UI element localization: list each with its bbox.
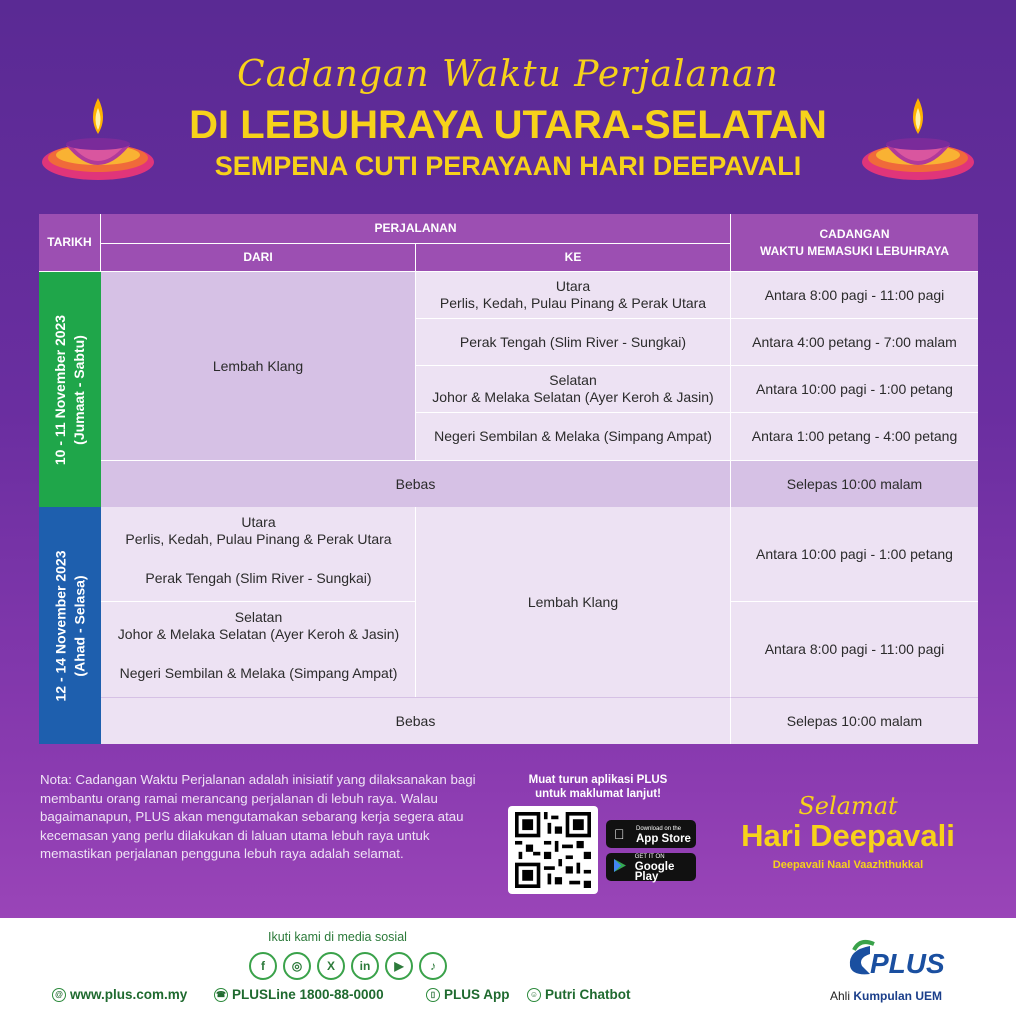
app-title-line2: untuk maklumat lanjut! bbox=[535, 788, 661, 800]
uem-text bbox=[830, 989, 942, 1003]
period1-date: 10 - 11 November 2023 bbox=[52, 314, 68, 465]
greeting bbox=[728, 793, 968, 871]
period1-to-line2: Perlis, Kedah, Pulau Pinang & Perak Utara bbox=[439, 295, 707, 311]
plus-app-link[interactable] bbox=[426, 987, 510, 1002]
chatbot-text: Putri Chatbot bbox=[545, 987, 631, 1002]
app-title-line1: Muat turun aplikasi PLUS bbox=[528, 774, 668, 786]
greeting-main: Hari Deepavali bbox=[741, 818, 955, 853]
period2-date-cell bbox=[39, 507, 101, 744]
period2-from-line2: Johor & Melaka Selatan (Ayer Keroh & Jasin) bbox=[117, 626, 400, 642]
period2-from-row bbox=[101, 602, 416, 650]
plus-app-text: PLUS App bbox=[444, 987, 510, 1002]
plusline-text: PLUSLine 1800-88-0000 bbox=[232, 987, 384, 1002]
linkedin-icon[interactable]: in bbox=[351, 952, 379, 980]
diya-lamp-icon bbox=[858, 90, 978, 185]
qr-code[interactable] bbox=[508, 806, 598, 894]
app-download-title bbox=[503, 773, 693, 801]
period1-days: (Jumaat - Sabtu) bbox=[71, 334, 87, 445]
script-title: Cadangan Waktu Perjalanan bbox=[237, 54, 779, 95]
schedule-table bbox=[39, 214, 978, 744]
gplay-small-text: GET IT ON bbox=[634, 854, 665, 860]
footer bbox=[0, 918, 1016, 1024]
period2-days: (Ahad - Selasa) bbox=[71, 574, 88, 677]
follow-text: Ikuti kami di media sosial bbox=[268, 930, 407, 944]
period2-time-b: Antara 8:00 pagi - 11:00 pagi bbox=[731, 602, 978, 697]
period2-from-row bbox=[101, 650, 416, 697]
period2-free-label: Bebas bbox=[101, 697, 731, 744]
google-play-button[interactable] bbox=[606, 853, 696, 881]
appstore-big-text: App Store bbox=[636, 833, 691, 845]
period2-to: Lembah Klang bbox=[416, 507, 731, 697]
greeting-sub: Deepavali Naal Vaazhthukkal bbox=[772, 859, 924, 871]
sub-title: SEMPENA CUTI PERAYAAN HARI DEEPAVALI bbox=[214, 151, 802, 181]
period1-to-line1: Selatan bbox=[549, 372, 597, 388]
period1-free-time: Selepas 10:00 malam bbox=[731, 460, 978, 507]
chatbot-link[interactable] bbox=[527, 987, 631, 1002]
uem-prefix: Ahli bbox=[830, 989, 854, 1003]
uem-bold: Kumpulan UEM bbox=[853, 989, 943, 1003]
appstore-small-text: Download on the bbox=[636, 826, 682, 832]
website-text: www.plus.com.my bbox=[70, 987, 188, 1002]
qr-code-icon bbox=[514, 812, 592, 888]
period1-to-line1: Perak Tengah (Slim River - Sungkai) bbox=[459, 333, 687, 350]
period2-from-row bbox=[101, 507, 416, 555]
plusline-link[interactable] bbox=[214, 987, 384, 1002]
app-store-button[interactable] bbox=[606, 820, 696, 848]
period1-from: Lembah Klang bbox=[101, 272, 416, 460]
google-play-icon bbox=[614, 859, 629, 875]
note-text: Nota: Cadangan Waktu Perjalanan adalah inisiatif yang dilaksanakan bagi membantu orang ramai merancang perjalanan di lebuh raya. Walau bagaimanapun, PLUS akan mengutamakan sebarang kerja segera atau kecemasan yang perlu dilakukan di laluan utama lebuh raya untuk memastikan perjalanan pengguna lebuh raya adalah selamat. bbox=[40, 772, 476, 862]
youtube-icon[interactable]: ▶ bbox=[385, 952, 413, 980]
gplay-big-text: Google Play bbox=[634, 861, 675, 883]
header-ke: KE bbox=[416, 244, 731, 272]
period1-free-label: Bebas bbox=[101, 460, 731, 507]
main-title: DI LEBUHRAYA UTARA-SELATAN bbox=[189, 103, 827, 147]
chatbot-avatar-icon: ☺ bbox=[527, 988, 541, 1002]
tiktok-icon[interactable]: ♪ bbox=[419, 952, 447, 980]
period1-to-row bbox=[416, 413, 731, 460]
header-cadangan-line1: CADANGAN bbox=[819, 226, 890, 241]
header-perjalanan: PERJALANAN bbox=[101, 214, 731, 244]
period2-from-line2: Perlis, Kedah, Pulau Pinang & Perak Utara bbox=[125, 531, 392, 547]
diya-lamp-icon bbox=[38, 90, 158, 185]
facebook-icon[interactable]: f bbox=[249, 952, 277, 980]
header-tarikh: TARIKH bbox=[39, 214, 101, 272]
period2-from-row bbox=[101, 555, 416, 602]
apple-icon bbox=[614, 826, 630, 842]
period1-to-line1: Negeri Sembilan & Melaka (Simpang Ampat) bbox=[434, 428, 712, 444]
greeting-script: Selamat bbox=[798, 792, 898, 820]
globe-icon: @ bbox=[52, 988, 66, 1002]
header-dari: DARI bbox=[101, 244, 416, 272]
period2-from-line1: Selatan bbox=[234, 609, 283, 625]
period1-time: Antara 10:00 pagi - 1:00 petang bbox=[731, 366, 978, 413]
x-icon[interactable]: X bbox=[317, 952, 345, 980]
period2-time-a: Antara 10:00 pagi - 1:00 petang bbox=[731, 507, 978, 602]
period1-to-row bbox=[416, 319, 731, 366]
instagram-icon[interactable]: ◎ bbox=[283, 952, 311, 980]
period2-free-time: Selepas 10:00 malam bbox=[731, 697, 978, 744]
period1-to-row bbox=[416, 272, 731, 319]
period2-from-line1: Utara bbox=[241, 514, 276, 530]
header-cadangan bbox=[731, 214, 978, 272]
period1-time: Antara 8:00 pagi - 11:00 pagi bbox=[731, 272, 978, 319]
period1-time: Antara 1:00 petang - 4:00 petang bbox=[731, 413, 978, 460]
period2-from-line1: Perak Tengah (Slim River - Sungkai) bbox=[145, 569, 372, 586]
period1-to-line2: Johor & Melaka Selatan (Ayer Keroh & Jasin) bbox=[432, 389, 714, 405]
period1-to-row bbox=[416, 366, 731, 413]
plus-brand-text: PLUS bbox=[870, 948, 945, 979]
period1-to-line1: Utara bbox=[555, 278, 591, 294]
mobile-icon: ▯ bbox=[426, 988, 440, 1002]
period2-date: 12 - 14 November 2023 bbox=[52, 550, 69, 701]
period1-date-cell bbox=[39, 272, 101, 507]
header-cadangan-line2: WAKTU MEMASUKI LEBUHRAYA bbox=[759, 243, 950, 258]
period1-time: Antara 4:00 petang - 7:00 malam bbox=[731, 319, 978, 366]
period2-from-line1: Negeri Sembilan & Melaka (Simpang Ampat) bbox=[119, 665, 398, 681]
phone-icon: ☎ bbox=[214, 988, 228, 1002]
website-link[interactable] bbox=[52, 987, 187, 1002]
